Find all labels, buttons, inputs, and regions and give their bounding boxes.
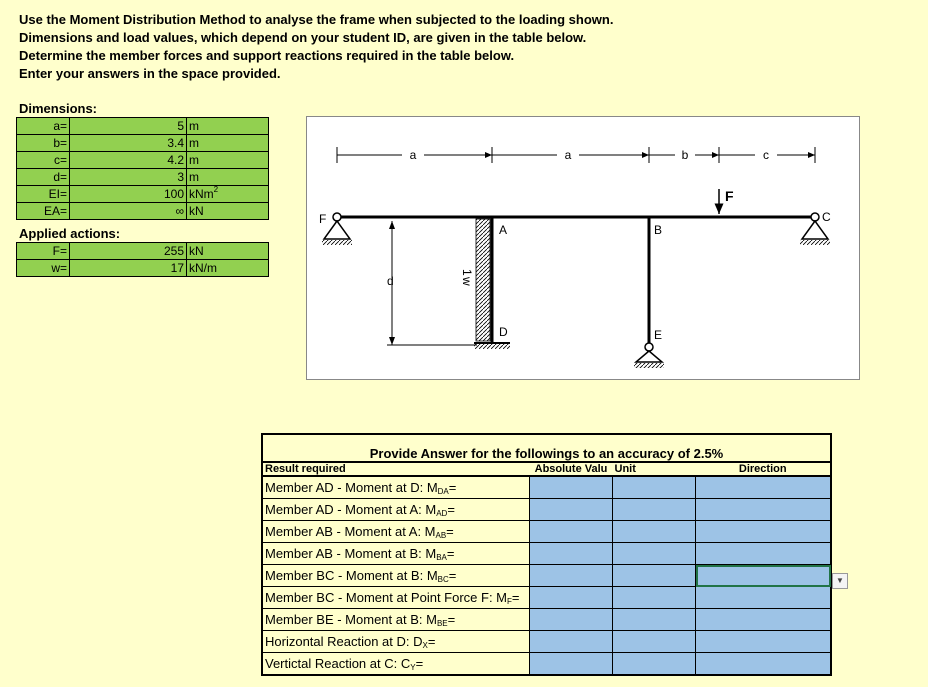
unit-input[interactable] (613, 476, 696, 499)
unit-input[interactable] (613, 653, 696, 676)
table-row (17, 243, 269, 260)
dimensions-heading: Dimensions: (19, 101, 98, 116)
actions-table (16, 242, 269, 277)
node-label-F: F (319, 212, 327, 226)
dim-label-a: a (564, 148, 572, 162)
unit-input[interactable] (613, 543, 696, 565)
table-row (262, 476, 831, 499)
dim-value[interactable]: 3.4 (70, 135, 187, 152)
dim-label[interactable]: EA= (17, 203, 70, 220)
value-input[interactable] (530, 543, 613, 565)
dim-unit[interactable]: m (187, 152, 269, 169)
dim-value[interactable]: 3 (70, 169, 187, 186)
result-label: Member AB - Moment at B: $M_{BA}=$ (262, 543, 530, 565)
table-row (17, 118, 269, 135)
result-label: Vertictal Reaction at C: $C_Y=$ (262, 653, 530, 676)
action-value[interactable]: 17 (70, 260, 187, 277)
table-row (262, 543, 831, 565)
answer-table (261, 433, 832, 676)
direction-input[interactable] (696, 521, 832, 543)
value-input[interactable] (530, 609, 613, 631)
instruction-line: Enter your answers in the space provided. (19, 66, 281, 81)
dropdown-arrow-button[interactable] (832, 573, 848, 589)
node-label-C: C (822, 210, 831, 224)
action-label[interactable]: F= (17, 243, 70, 260)
load-label-w-one: 1 (460, 269, 474, 276)
actions-heading: Applied actions: (19, 226, 121, 241)
dim-value[interactable]: 100 (70, 186, 187, 203)
frame-diagram (306, 116, 860, 380)
table-row (262, 499, 831, 521)
answer-table-title: Provide Answer for the followings to an accuracy of 2.5% (262, 434, 831, 462)
direction-input[interactable] (696, 631, 832, 653)
dim-unit[interactable]: m (187, 169, 269, 186)
dim-unit[interactable] (187, 186, 269, 203)
instruction-line: Determine the member forces and support reactions required in the table below. (19, 48, 515, 63)
value-input[interactable] (530, 631, 613, 653)
value-input[interactable] (530, 565, 613, 587)
dim-label-c: c (763, 148, 769, 162)
node-label-D: D (499, 325, 508, 339)
dim-label[interactable]: a= (17, 118, 70, 135)
dim-value[interactable]: 5 (70, 118, 187, 135)
table-row (17, 186, 269, 203)
value-input[interactable] (530, 653, 613, 676)
unit-input[interactable] (613, 521, 696, 543)
action-unit[interactable]: kN (187, 243, 269, 260)
unit-text: kNm (189, 187, 214, 201)
table-row (17, 260, 269, 277)
node-label-E: E (654, 328, 663, 342)
table-row (262, 565, 831, 587)
distributed-load-w (476, 219, 490, 341)
dim-unit[interactable]: kN (187, 203, 269, 220)
table-row (17, 203, 269, 220)
result-label: Member BC - Moment at B: $M_{BC}=$ (262, 565, 530, 587)
table-row (262, 609, 831, 631)
direction-input[interactable] (696, 587, 832, 609)
unit-input[interactable] (613, 499, 696, 521)
table-row (262, 631, 831, 653)
unit-superscript: 2 (213, 185, 219, 194)
table-row (262, 587, 831, 609)
dim-label-a: a (409, 148, 417, 162)
dim-label[interactable]: b= (17, 135, 70, 152)
support-hatch (474, 344, 510, 349)
result-label: Horizontal Reaction at D: $D_X=$ (262, 631, 530, 653)
value-input[interactable] (530, 587, 613, 609)
dim-label[interactable]: c= (17, 152, 70, 169)
dim-value[interactable]: ∞ (70, 203, 187, 220)
col-header-unit: Unit (613, 462, 696, 476)
table-row (17, 135, 269, 152)
table-row (17, 152, 269, 169)
instruction-line: Dimensions and load values, which depend on your student ID, are given in the table below. (19, 30, 587, 45)
direction-input[interactable] (696, 653, 832, 676)
dim-label-d: d (387, 274, 394, 288)
value-input[interactable] (530, 476, 613, 499)
col-header-direction: Direction (696, 462, 832, 476)
dim-value[interactable]: 4.2 (70, 152, 187, 169)
dimensions-table (16, 117, 269, 220)
value-input[interactable] (530, 499, 613, 521)
unit-input[interactable] (613, 631, 696, 653)
dim-unit[interactable]: m (187, 135, 269, 152)
direction-input[interactable] (696, 609, 832, 631)
unit-input[interactable] (613, 587, 696, 609)
load-label-F: F (725, 188, 734, 204)
action-value[interactable]: 255 (70, 243, 187, 260)
direction-input[interactable] (696, 543, 832, 565)
table-row (262, 653, 831, 676)
value-input[interactable] (530, 521, 613, 543)
frame-diagram-svg (307, 117, 859, 379)
node-label-B: B (654, 223, 663, 237)
chevron-down-icon: ▼ (836, 576, 844, 585)
pin-support-E (634, 343, 664, 368)
action-label[interactable]: w= (17, 260, 70, 277)
action-unit[interactable]: kN/m (187, 260, 269, 277)
instructions (19, 11, 613, 83)
col-header-value: Absolute Valu (530, 462, 613, 476)
dim-label[interactable]: d= (17, 169, 70, 186)
col-header-result: Result required (262, 462, 530, 476)
result-label: Member AB - Moment at A: $M_{AB}=$ (262, 521, 530, 543)
direction-input-selected[interactable] (696, 565, 832, 587)
unit-input[interactable] (613, 609, 696, 631)
direction-input[interactable] (696, 476, 832, 499)
dim-label[interactable]: EI= (17, 186, 70, 203)
result-label: Member AD - Moment at A: $M_{AD}=$ (262, 499, 530, 521)
unit-input[interactable] (613, 565, 696, 587)
result-label: Member AD - Moment at D: $M_{DA}=$ (262, 476, 530, 499)
result-label: Member BE - Moment at B: $M_{BE}=$ (262, 609, 530, 631)
table-row (262, 521, 831, 543)
dim-label-b: b (681, 148, 689, 162)
result-label: Member BC - Moment at Point Force F: $M_F=$ (262, 587, 530, 609)
node-label-A: A (499, 223, 508, 237)
instruction-line: Use the Moment Distribution Method to analyse the frame when subjected to the loading shown. (19, 12, 614, 27)
direction-input[interactable] (696, 499, 832, 521)
load-label-w: w (460, 277, 474, 286)
dim-unit[interactable]: m (187, 118, 269, 135)
table-row (17, 169, 269, 186)
